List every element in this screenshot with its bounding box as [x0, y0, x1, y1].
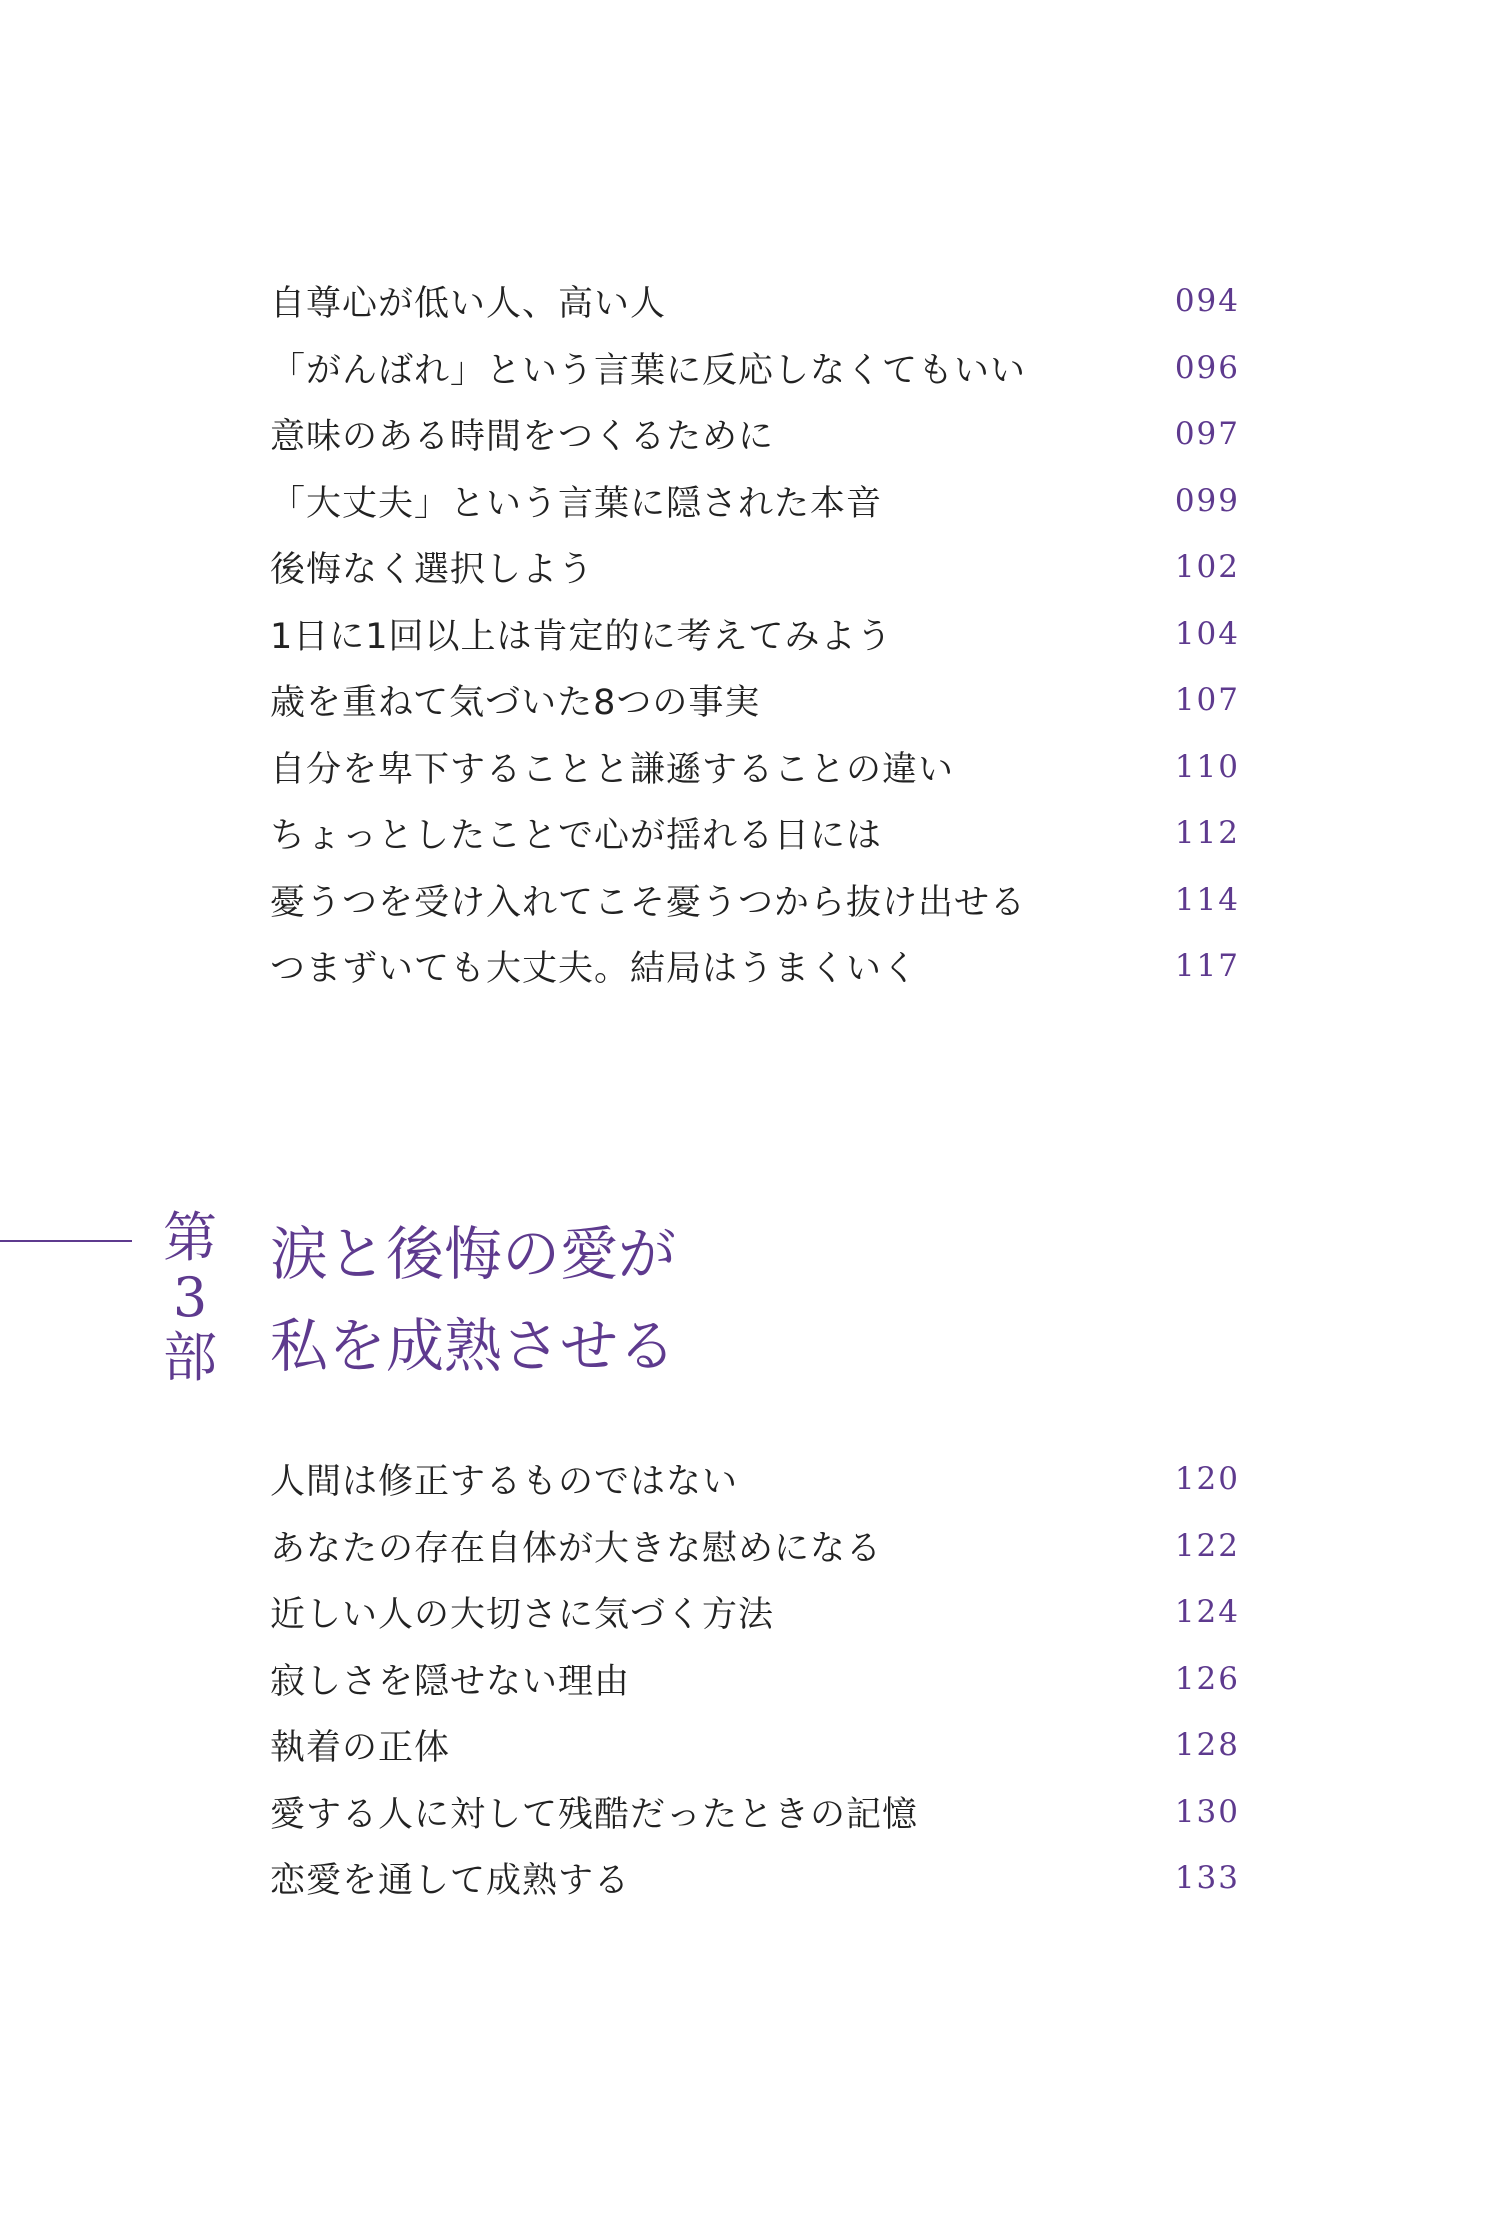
toc-entry-title: 意味のある時間をつくるために — [270, 417, 775, 458]
toc-entry-page: 122 — [1174, 1527, 1240, 1564]
toc-entry-title: 執着の正体 — [270, 1728, 451, 1769]
toc-entry-page: 110 — [1174, 748, 1240, 785]
toc-entry-title: ちょっとしたことで心が揺れる日には — [270, 816, 883, 857]
toc-entry-title: 「大丈夫」という言葉に隠された本音 — [270, 483, 883, 524]
toc-entry-title: 「がんばれ」という言葉に反応しなくてもいい — [270, 350, 1027, 391]
toc-entry — [270, 1646, 1240, 1713]
part-label-char: 部 — [163, 1326, 217, 1389]
toc-entry-page: 128 — [1174, 1727, 1240, 1764]
toc-entry-page: 112 — [1174, 815, 1240, 852]
toc-entry-page: 099 — [1174, 482, 1240, 519]
toc-entry-title: 愛する人に対して残酷だったときの記憶 — [270, 1794, 919, 1835]
toc-entry-page: 094 — [1174, 283, 1240, 320]
toc-entry-page: 126 — [1174, 1660, 1240, 1697]
part-label-char: 第 — [163, 1206, 217, 1269]
toc-entry-page: 120 — [1174, 1461, 1240, 1498]
toc-entry-title: 人間は修正するものではない — [270, 1462, 739, 1503]
part-title — [270, 1208, 1170, 1392]
part-number-label — [160, 1208, 220, 1388]
toc-entry — [270, 1712, 1240, 1779]
toc-entry — [270, 933, 1240, 1000]
toc-entry-page: 107 — [1174, 682, 1240, 719]
toc-entry-title: あなたの存在自体が大きな慰めになる — [270, 1528, 883, 1569]
part-title-line: 涙と後悔の愛が — [270, 1220, 677, 1288]
toc-entry — [270, 401, 1240, 468]
toc-entry-title: 歳を重ねて気づいた8つの事実 — [270, 683, 761, 724]
toc-entry-title: つまずいても大丈夫。結局はうまくいく — [270, 949, 919, 990]
part-label-number: 3 — [172, 1266, 208, 1329]
toc-entry-title: 近しい人の大切さに気づく方法 — [270, 1595, 775, 1636]
toc-entry — [270, 1446, 1240, 1513]
toc-entry — [270, 867, 1240, 934]
toc-entry-title: 恋愛を通して成熟する — [270, 1861, 631, 1902]
toc-entry-page: 097 — [1174, 416, 1240, 453]
toc-entry-title: 1日に1回以上は肯定的に考えてみよう — [270, 616, 893, 657]
toc-entry-page: 102 — [1174, 549, 1240, 586]
toc-entry — [270, 534, 1240, 601]
toc-entry-title: 自分を卑下することと謙遜することの違い — [270, 749, 955, 790]
toc-entry-page: 114 — [1174, 881, 1240, 918]
toc-entry — [270, 1845, 1240, 1912]
toc-list-second — [270, 1446, 1240, 1912]
part-divider-line — [0, 1240, 132, 1242]
toc-entry — [270, 268, 1240, 335]
toc-list-first — [270, 268, 1240, 1000]
toc-entry — [270, 667, 1240, 734]
toc-entry — [270, 800, 1240, 867]
toc-entry-title: 寂しさを隠せない理由 — [270, 1661, 631, 1702]
toc-entry-title: 後悔なく選択しよう — [270, 550, 595, 591]
toc-entry — [270, 734, 1240, 801]
toc-entry-page: 117 — [1174, 948, 1240, 985]
toc-entry-page: 096 — [1174, 349, 1240, 386]
toc-entry-title: 自尊心が低い人、高い人 — [270, 284, 667, 325]
toc-entry — [270, 601, 1240, 668]
toc-entry — [270, 1779, 1240, 1846]
part-title-line: 私を成熟させる — [270, 1312, 677, 1380]
toc-entry — [270, 1579, 1240, 1646]
toc-entry-page: 130 — [1174, 1793, 1240, 1830]
toc-entry-page: 104 — [1174, 615, 1240, 652]
toc-entry — [270, 335, 1240, 402]
toc-entry-title: 憂うつを受け入れてこそ憂うつから抜け出せる — [270, 882, 1027, 923]
toc-entry — [270, 1513, 1240, 1580]
toc-entry-page: 133 — [1174, 1860, 1240, 1897]
toc-entry — [270, 468, 1240, 535]
toc-entry-page: 124 — [1174, 1594, 1240, 1631]
